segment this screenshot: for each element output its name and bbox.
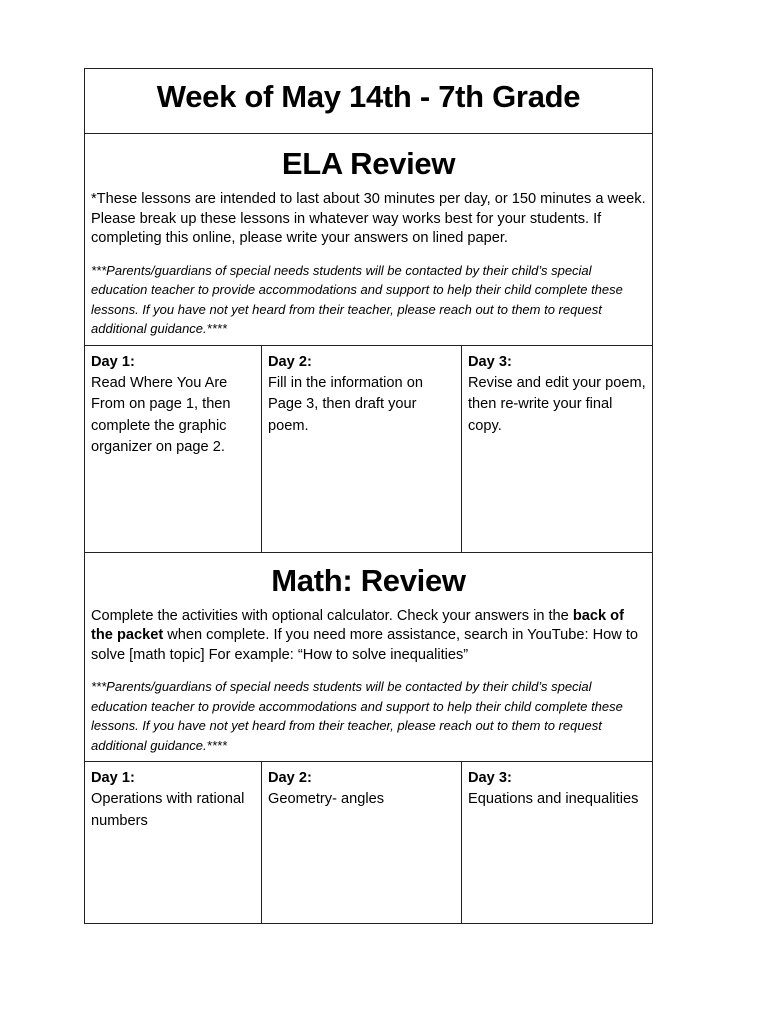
ela-day-1 xyxy=(85,345,262,552)
day-label: Day 1: xyxy=(91,353,135,370)
ela-days-row xyxy=(85,345,653,552)
day-text: Geometry- angles xyxy=(268,791,384,807)
day-label: Day 3: xyxy=(468,770,512,786)
math-day-3 xyxy=(462,762,653,924)
day-text: Operations with rational numbers xyxy=(91,791,245,829)
math-intro-bold: back of the packet xyxy=(91,607,624,643)
day-text: Fill in the information on Page 3, then draft your poem. xyxy=(268,374,423,434)
day-label: Day 1: xyxy=(91,770,135,786)
title-cell xyxy=(85,69,653,134)
math-days-row xyxy=(85,762,653,924)
math-day-2 xyxy=(262,762,462,924)
ela-day-2 xyxy=(262,345,462,552)
math-intro-end: when complete. If you need more assistance, search in YouTube: How to solve [math topic] For example: “How to solve inequalities” xyxy=(91,627,639,663)
ela-intro: *These lessons are intended to last about 30 minutes per day, or 150 minutes a week. Please break up these lessons in whatever way works best for your students. If completing this online, please write your answers on lined paper. xyxy=(91,191,646,246)
day-text: Revise and edit your poem, then re-write your final copy. xyxy=(468,374,646,434)
day-text: Equations and inequalities xyxy=(468,791,639,807)
math-intro-start: Complete the activities with optional calculator. Check your answers in the xyxy=(91,607,573,624)
math-special-needs-note: ***Parents/guardians of special needs students will be contacted by their child’s special education teacher to provide accommodations and support to help their child complete these lessons. If you have not yet heard from their teacher, please reach out to them to request additional guidance.**** xyxy=(91,679,623,753)
day-label: Day 2: xyxy=(268,353,312,370)
ela-heading: ELA Review xyxy=(281,146,456,181)
math-section xyxy=(85,552,653,762)
page-title: Week of May 14th - 7th Grade xyxy=(156,79,581,114)
ela-special-needs-note: ***Parents/guardians of special needs students will be contacted by their child’s special education teacher to provide accommodations and support to help their child complete these lessons. If you have not yet heard from their teacher, please reach out to them to request additional guidance.**** xyxy=(91,262,623,336)
ela-section xyxy=(85,134,653,346)
math-heading: Math: Review xyxy=(271,562,466,598)
ela-day-3 xyxy=(462,345,653,552)
day-label: Day 3: xyxy=(468,353,512,370)
day-text: Read Where You Are From on page 1, then complete the graphic organizer on page 2. xyxy=(91,374,231,455)
math-day-1 xyxy=(85,762,262,924)
day-label: Day 2: xyxy=(268,770,312,786)
lesson-table xyxy=(84,68,653,924)
math-intro xyxy=(91,607,646,666)
weekly-lesson-sheet xyxy=(84,68,652,924)
